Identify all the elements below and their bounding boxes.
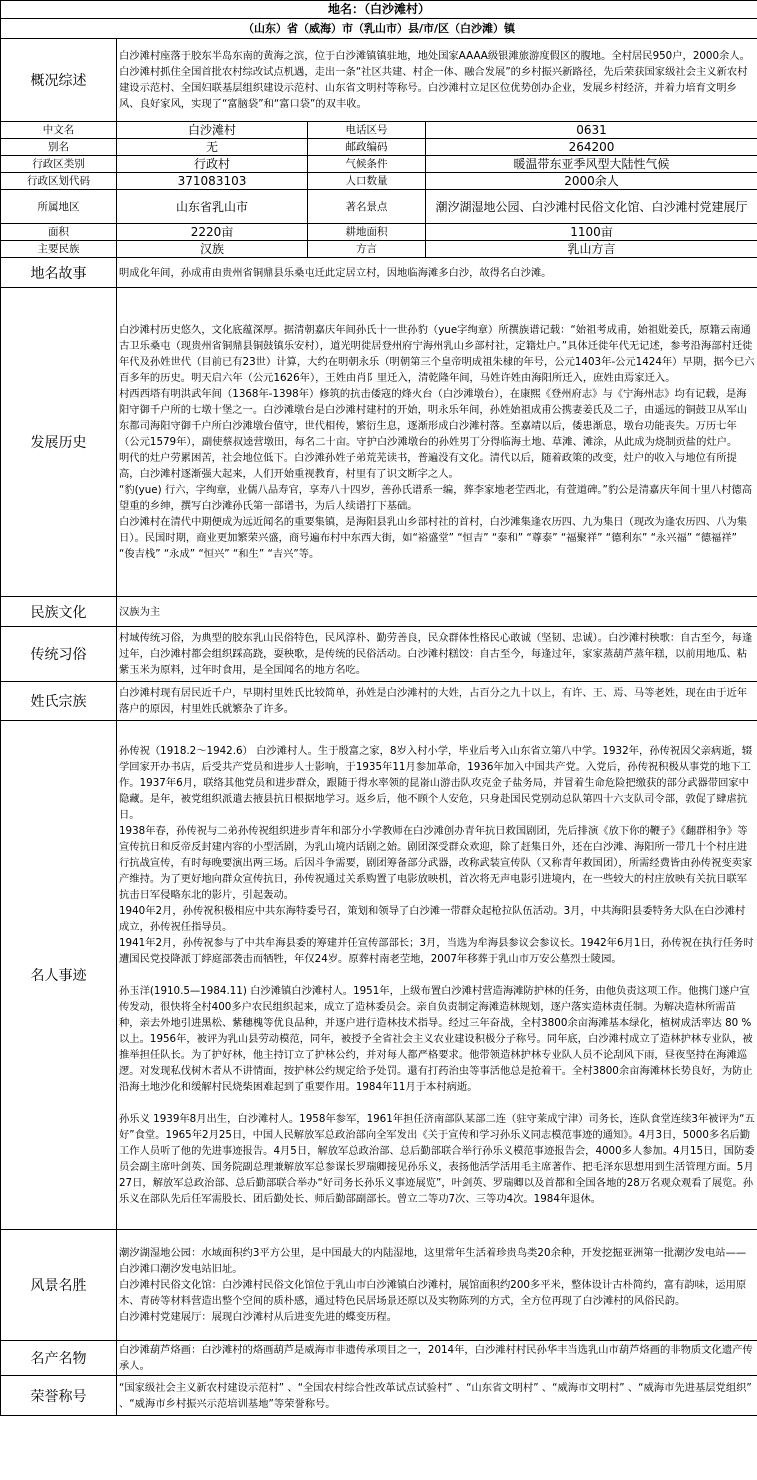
section-paragraph: [119, 967, 755, 983]
info-row: [1, 241, 757, 258]
section-row: [1, 258, 757, 288]
section-paragraph: 白沙滩村在清代中期便成为远近闻名的重要集镇，是海阳县乳山乡部村社的首村，白沙滩集逢农历四、九为集日（现改为逢农历四、八为集日）。民国时期，商业更加繁荣兴盛，商号遍布村中东西大街，如“裕盛堂” “恒吉” “泰和” “尊泰” “福聚祥” “德利东” “永兴福” “德福祥” “俊吉栈” “永成” “恒兴” “和生” “吉兴”等。: [119, 516, 748, 560]
info-row: [1, 122, 757, 139]
section-paragraph: 白沙滩村民俗文化馆：白沙滩村民俗文化馆位于乳山市白沙滩镇白沙滩村，展馆面积约200多平米，整体设计古朴简约，富有韵味，运用原木、青砖等材料营造出整个空间的质朴感，通过特色民居场景还原以及实物陈列的方式，全方位再现了白沙滩村的风俗民韵。: [119, 1279, 747, 1307]
info-value: 371083103: [117, 173, 308, 190]
section-paragraph: 潮汐湖湿地公园：水域面积约3平方公里，是中国最大的内陆湿地，这里常年生活着珍贵鸟类20余种，开发挖掘亚洲第一批潮汐发电站——白沙滩口潮汐发电站旧址。: [119, 1247, 747, 1275]
info-label: 气候条件: [308, 156, 426, 173]
info-value: 潮汐湖湿地公园、白沙滩村民俗文化馆、白沙滩村党建展厅: [426, 190, 757, 224]
section-paragraph: 1940年2月，孙传祝积极相应中共东海特委号召，策划和领导了白沙滩一带群众起枪拉队伍活动。3月，中共海阳县委特务大队在白沙滩村成立，孙传祝任指导员。: [119, 905, 746, 933]
section-paragraph: [119, 1095, 755, 1111]
section-row: [1, 288, 757, 597]
section-paragraph: 孙玉洋(1910.5—1984.11) 白沙滩镇白沙滩村人。1951年，上级布置白沙滩村营造海滩防护林的任务，由他负责这项工作。他携门遂户宣传发动，很快将全村400多户农民组织起来，成立了造林委员会。亲自负责制定海滩造林规划，逐户落实造林责任制。为解决造林所需苗种，亲去外地引进黑松、紫穗槐等优良品种，并逐户进行造林技术指导。经过三年奋战，全村3800余亩海滩基本绿化，植树成活率达 80 % 以上。1956年，被评为乳山县劳动模范，同年，被授予全省社会主义农业建设积极分子称号。同年底，白沙滩村成立了造林护林专业队，被推举担任队长。为了护好林，他主持订立了护林公约，并对每人都严格要求。他带领造林护林专业队人员不论刮风下雨，昼夜坚持在海滩巡逻。对发现私伐树木者从不讲情面，按护林公约规定给予处罚。還有打药治虫等事活他总是抢着干。全村3800余亩海滩林长势良好，为防止沿海土地沙化和缓解村民烧柴困难起到了重要作用。1984年11月于本村病逝。: [119, 985, 753, 1093]
info-value: 264200: [426, 139, 757, 156]
info-value: 山东省乳山市: [117, 190, 308, 224]
section-text: [117, 1376, 757, 1416]
section-paragraph: 1938年春，孙传祝与二弟孙传祝组织进步青年和部分小学教师在白沙滩创办青年抗日救国剧团，先后排演《放下你的鞭子》《翻群相争》等宣传抗日和反帝反封建内容的小型活剧，为乳山境内话剧之始。剧团深受群众欢迎，除了赶集日外，还在白沙滩、海阳所一带几十个村庄进行抗战宣传，有时每晚要演出两三场。后因斗争需要，剧团筹备部分武器，改称武装宣传队（又称青年救国团），所需经费皆由孙传祝变卖家产维持。为了更好地向群众宣传抗日，孙传祝通过关系购置了电影放映机，首次将无声电影引进境内，在一些较大的村庄放映有关抗日联军抗击日军侵略东北的影片，引起轰动。: [119, 825, 753, 901]
section-text: [117, 682, 757, 721]
info-label: 主要民族: [1, 241, 117, 258]
info-label: 人口数量: [308, 173, 426, 190]
section-row: [1, 1230, 757, 1341]
section-paragraph: 白沙滩村历史悠久，文化底蕴深厚。据清朝嘉庆年间孙氏十一世孙豹（yue字绚章）所撰族谱记载：“始祖考成甫，始祖妣姜氏，原籍云南通古卫乐桑屯（现贵州省铜鼎县铜鼓镇乐安村），道光明徙居登州府宁海州乳山乡部村社，定籍灶户。”具体迁徙年代无记述，参考沿海部村迁徙年代及孙姓世代（目前已有23世）计算，大约在明朝永乐（明朝第三个皇帝明成祖朱棣的年号，公元1403年-公元1424年）早期，据今已六百多年的历史。明天启六年（公元1626年），王姓由肖阝里迁入，清乾隆年间，马姓许姓由海阳所迁入，庶姓由焉家迁入。: [119, 324, 755, 384]
info-value: 0631: [426, 122, 757, 139]
info-label: 邮政编码: [308, 139, 426, 156]
info-value: 1100亩: [426, 224, 757, 241]
section-row: [1, 682, 757, 721]
info-label: 行政区类别: [1, 156, 117, 173]
section-text: [117, 288, 757, 597]
info-row: [1, 224, 757, 241]
info-label: 面积: [1, 224, 117, 241]
section-label: 名产名物: [1, 1341, 117, 1376]
page-title: 地名：（白沙滩村）: [1, 1, 757, 19]
section-row: [1, 597, 757, 627]
section-paragraph: 1941年2月，孙传祝参与了中共牟海县委的筹建并任宣传部部长；3月，当选为牟海县参议会参议长。1942年6月1日，孙传祝在执行任务时遭国民党投降派丁綍庭部袭击而牺牲，年仅24岁。原葬村南老茔地，2007年移葬于乳山市万安公墓烈士陵园。: [119, 937, 754, 965]
info-label: 方言: [308, 241, 426, 258]
info-row: [1, 173, 757, 190]
info-value: 2000余人: [426, 173, 757, 190]
info-row: [1, 156, 757, 173]
section-text: [117, 627, 757, 682]
info-label: 中文名: [1, 122, 117, 139]
section-paragraph: 明代的灶户劳累困苦，社会地位低下。白沙滩孙姓子弟荒芜读书，普遍没有文化。清代以后，随着政策的改变，灶户的收入与地位有所提高，白沙滩村逐渐强大起来，人们开始重视教育，村里有了识文断字之人。: [119, 452, 737, 480]
section-label: 风景名胜: [1, 1230, 117, 1341]
info-value: 白沙滩村: [117, 122, 308, 139]
info-value: 无: [117, 139, 308, 156]
info-label: 别名: [1, 139, 117, 156]
info-value: 暖温带东亚季风型大陆性气候: [426, 156, 757, 173]
section-label: 荣誉称号: [1, 1376, 117, 1416]
location-subtitle: （山东）省（威海）市（乳山市）县/市/区（白沙滩）镇: [1, 19, 757, 39]
info-row: [1, 139, 757, 156]
info-label: 著名景点: [308, 190, 426, 224]
section-row: [1, 627, 757, 682]
section-row: [1, 1341, 757, 1376]
section-row: [1, 1376, 757, 1416]
section-row: [1, 721, 757, 1230]
section-paragraph: 白沙滩葫芦烙画：白沙滩村的烙画葫芦是威海市非遗传承项目之一，2014年，白沙滩村村民孙华丰当选乳山市葫芦烙画的非物质文化遗产传承人。: [119, 1344, 753, 1372]
section-paragraph: 明成化年间，孙成甫由贵州省铜鼎县乐桑屯迁此定居立村，因地临海滩多白沙，故得名白沙滩。: [119, 266, 552, 279]
section-label: 民族文化: [1, 597, 117, 627]
info-row: [1, 190, 757, 224]
section-text: [117, 1230, 757, 1341]
info-value: 汉族: [117, 241, 308, 258]
section-paragraph: 孙乐义 1939年8月出生，白沙滩村人。1958年参军，1961年担任济南部队某部二连（驻守莱成宁津）司务长，连队食堂连续3年被评为“五好”食堂。1965年2月25日，中国人民解放军总政治部向全军发出《关于宣传和学习孙乐义同志模范事迹的通知》。4月3日，5000多名后勤工作人员听了他的先进事迹报告。4月5日，解放军总政治部、总后勤部联合举行孙乐义模范事迹报告会，4000多人参加。4月15日，国防委员会副主席叶剑英、国务院副总理兼解放军总参谋长罗瑞卿接见孙乐义，表扬他活学活用毛主席著作、把毛泽东思想用到生活管理方面。5月27日，解放军总政治部、总后勤部联合举办“好司务长孙乐义事迹展览”，叶剑英、罗瑞卿以及首都和全国各地的28万名观众观看了展览。孙乐义在部队先后任军需股长、团后勤处长、师后勤部副部长。曾立二等功7次、三等功4次。1984年退休。: [119, 1113, 755, 1205]
info-label: 耕地面积: [308, 224, 426, 241]
section-paragraph: “豹(yue) 行六，字绚章，业儒八品寿官，享寿八十四岁，善孙氏谱系一编，葬李家地老茔西北，有萱道碑。”豹公是清嘉庆年间十里八村德高望重的乡绅，撰写白沙滩孙氏第一部谱书，为后人续谱打下基础。: [119, 484, 752, 512]
section-paragraph: 村域传统习俗，为典型的胶东乳山民俗特色，民风淳朴、勤劳善良，民众群体性格民心敢诚（坚韧、忠诚）。白沙滩村秧歌：自古至今，每逢过年，白沙滩村都会组织踩高跷，耍秧歌，是传统的民俗活动。白沙滩村糕饺：自古至今，每逢过年，家家蒸葫芦蒸年糕，以前用地瓜、粘紫玉米为原料，过年时食用，是全国闻名的地方名吃。: [119, 632, 753, 676]
section-text: [117, 597, 757, 627]
info-value: 乳山方言: [426, 241, 757, 258]
section-paragraph: “国家级社会主义新农村建设示范村” 、“全国农村综合性改革试点试验村” 、“山东省文明村” 、“威海市文明村” 、“威海市先进基层党组织” 、“威海市乡村振兴示范培训基地”等荣誉称号。: [119, 1381, 752, 1410]
section-paragraph: 汉族为主: [119, 605, 161, 618]
section-paragraph: 孙传祝（1918.2～1942.6） 白沙滩村人。生于殷富之家，8岁入村小学，毕业后考入山东省立第八中学。1932年，孙传祝因父亲病逝，辍学回家开办书店，后受共产党员和进步人士影响，于1935年11月参加革命，1936年加入中国共产党。入党后，孙传祝积极从事党的地下工作。1937年6月，联络其他党员和进步群众，跟随于得水率领的昆嵛山游击队攻克金子盐务局，并冒着生命危险把缴获的部分武器带回家中隐藏。是年，被党组织派遣去掖县抗日根据地学习。返乡后，他不顾个人安危，只身赴国民党别动总队第四十六支队司令部，敦促了肆虐抗日。: [119, 745, 753, 821]
section-label: 姓氏宗族: [1, 682, 117, 721]
section-text: [117, 721, 757, 1230]
overview-label: 概况综述: [1, 39, 117, 122]
section-paragraph: 白沙滩村现有居民近千户，早期村里姓氏比较简单，孙姓是白沙滩村的大姓，占百分之九十以上，有许、王、焉、马等老姓，现在由于近年落户的原因，村里姓氏就繁杂了许多。: [119, 687, 748, 715]
section-label: 传统习俗: [1, 627, 117, 682]
section-label: 名人事迹: [1, 721, 117, 1230]
overview-text: 白沙滩村座落于胶东半岛东南的黄海之滨，位于白沙滩镇镇驻地，地处国家AAAA级银滩旅游度假区的腹地。全村居民950户，2000余人。白沙滩村抓住全国首批农村综改试点机遇，走出一条“社区共建、村企一体、融合发展”的乡村振兴新路径，先后荣获国家级社会主义新农村建设示范村、全国妇联基层组织建设示范村、山东省文明村等称号。白沙滩村立足区位优势创办企业，发展乡村经济，并着力培育文明乡风、良好家风，实现了“富脑袋”和“富口袋”的双丰收。: [117, 39, 757, 122]
section-label: 发展历史: [1, 288, 117, 597]
section-text: [117, 1341, 757, 1376]
info-label: 所属地区: [1, 190, 117, 224]
section-label: 地名故事: [1, 258, 117, 288]
section-text: [117, 258, 757, 288]
info-value: 行政村: [117, 156, 308, 173]
info-value: 2220亩: [117, 224, 308, 241]
info-label: 电话区号: [308, 122, 426, 139]
info-label: 行政区划代码: [1, 173, 117, 190]
section-paragraph: 白沙滩村党建展厅：展现白沙滩村从后进变先进的蝶变历程。: [119, 1311, 398, 1323]
section-paragraph: 村西西塔有明洪武年间（1368年-1398年）修筑的抗击倭寇的烽火台（白沙滩墩台），在康熙《登州府志》与《宁海州志》均有记载，是海阳守御千户所的七墩十堡之一。白沙滩墩台是白沙滩村建村的开始，明永乐年间，孙姓始祖成甫公携妻姜氏及二子，由遥远的铜鼓卫从军山东都司海阳守御千户所白沙滩墩台值守，世代相传，繁衍生息，逐渐形成白沙滩村落。至嘉靖以后，倭患渐息，墩台功能丧失。万历七年（公元1579年），副使蔡叔逵营墩田，每名二十亩。守护白沙滩墩台的孙姓男丁分得临海土地、草滩、滩涂，从此成为烧制贡盐的灶户。: [119, 388, 748, 448]
